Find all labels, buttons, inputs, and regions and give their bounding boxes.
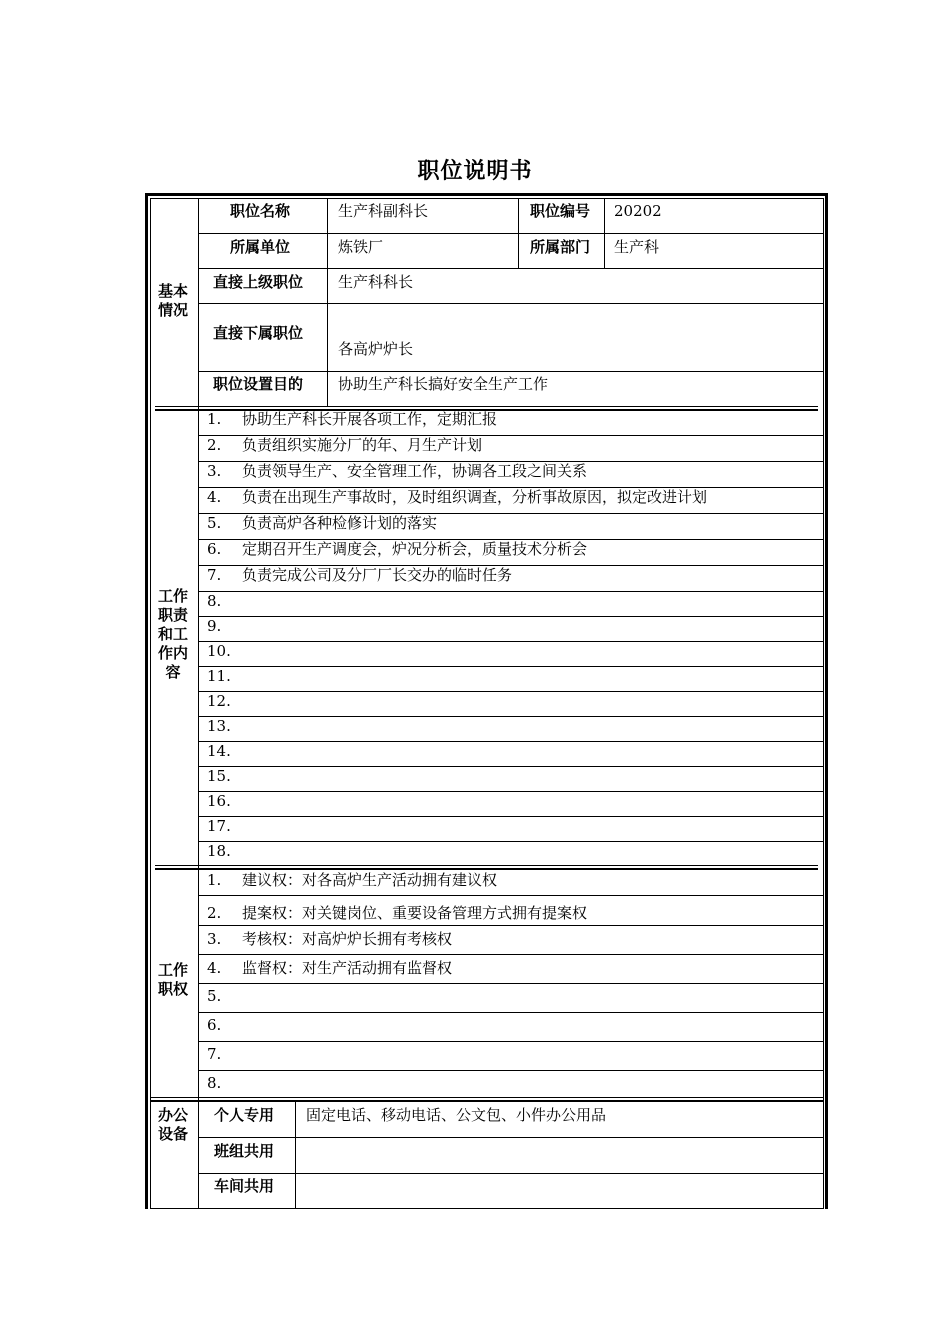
duty-row — [207, 514, 437, 532]
unit-label: 所属单位 — [230, 238, 291, 256]
duty-row — [207, 462, 587, 480]
duty-text: 负责领导生产、安全管理工作，协调各工段之间关系 — [242, 462, 588, 480]
duty-text: 负责组织实施分厂的年、月生产计划 — [242, 436, 483, 454]
subordinate-label: 直接下属职位 — [213, 324, 304, 342]
grid-line — [198, 268, 823, 269]
duty-row-line — [198, 616, 823, 617]
authority-row — [207, 930, 452, 948]
duty-row — [207, 540, 587, 558]
duty-row — [207, 792, 242, 810]
frame-right — [825, 193, 828, 1209]
position-code-label: 职位编号 — [530, 202, 591, 220]
authority-row-line — [198, 1012, 823, 1013]
authority-row-line — [198, 1041, 823, 1042]
authority-row — [207, 904, 587, 922]
duty-row-line — [198, 841, 823, 842]
duty-number: 4. — [207, 488, 222, 506]
duty-row-line — [198, 766, 823, 767]
authority-row-line — [198, 1070, 823, 1071]
equipment-label: 个人专用 — [214, 1106, 275, 1124]
duty-row — [207, 717, 242, 735]
duty-number: 15. — [207, 767, 231, 785]
authority-row — [207, 871, 497, 889]
duty-number: 2. — [207, 436, 222, 454]
authority-number: 6. — [207, 1016, 222, 1034]
position-name-label: 职位名称 — [230, 202, 291, 220]
duty-row — [207, 488, 707, 506]
subordinate-value: 各高炉炉长 — [338, 340, 414, 358]
duty-row-line — [198, 716, 823, 717]
duty-text: 定期召开生产调度会，炉况分析会，质量技术分析会 — [242, 540, 588, 558]
frame-left — [145, 193, 148, 1209]
duty-row — [207, 592, 242, 610]
authority-row-line — [198, 954, 823, 955]
duty-text: 协助生产科长开展各项工作，定期汇报 — [242, 410, 498, 428]
category-column-line — [198, 198, 199, 1209]
duty-number: 10. — [207, 642, 231, 660]
equipment-row-line — [198, 1137, 823, 1138]
equipment-category — [150, 1106, 196, 1144]
duty-number: 17. — [207, 817, 231, 835]
equipment-column-line — [295, 1101, 296, 1209]
duty-row-line — [198, 741, 823, 742]
grid-line — [150, 1097, 823, 1098]
authority-number: 5. — [207, 987, 222, 1005]
inner-left-line — [150, 198, 151, 1209]
duty-row-line — [198, 816, 823, 817]
duty-text: 负责高炉各种检修计划的落实 — [242, 514, 438, 532]
duty-row — [207, 692, 242, 710]
grid-line — [155, 406, 818, 407]
duty-row — [207, 742, 242, 760]
grid-line — [327, 198, 328, 406]
authority-category — [150, 961, 196, 999]
authority-row-line — [198, 895, 823, 896]
equipment-row-line — [198, 1173, 823, 1174]
authority-text: 监督权：对生产活动拥有监督权 — [242, 959, 453, 977]
section-divider — [150, 1100, 823, 1102]
authority-row-line — [198, 925, 823, 926]
authority-number: 3. — [207, 930, 222, 948]
duty-number: 6. — [207, 540, 222, 558]
category-label: 基本情况 — [157, 282, 188, 319]
duty-row — [207, 410, 497, 428]
duty-number: 8. — [207, 592, 222, 610]
duty-number: 1. — [207, 410, 222, 428]
duty-number: 7. — [207, 566, 222, 584]
superior-value: 生产科科长 — [338, 273, 414, 291]
grid-line — [604, 198, 605, 268]
duty-row — [207, 817, 242, 835]
inner-right-line — [823, 198, 824, 1209]
grid-line — [198, 371, 823, 372]
position-name-value: 生产科副科长 — [338, 202, 429, 220]
department-label: 所属部门 — [530, 238, 591, 256]
grid-line — [198, 303, 823, 304]
duty-text: 负责在出现生产事故时，及时组织调查，分析事故原因，拟定改进计划 — [242, 488, 708, 506]
authority-text: 提案权：对关键岗位、重要设备管理方式拥有提案权 — [242, 904, 588, 922]
bottom-line — [150, 1208, 823, 1209]
duty-row — [207, 617, 242, 635]
superior-label: 直接上级职位 — [213, 273, 304, 291]
authority-number: 1. — [207, 871, 222, 889]
duty-row — [207, 667, 242, 685]
duty-number: 14. — [207, 742, 231, 760]
category-label: 工作职责和工作内容 — [157, 587, 188, 681]
duty-row-line — [198, 691, 823, 692]
duty-number: 16. — [207, 792, 231, 810]
authority-number: 4. — [207, 959, 222, 977]
equipment-value: 固定电话、移动电话、公文包、小件办公用品 — [306, 1106, 607, 1124]
authority-row — [207, 1016, 242, 1034]
authority-number: 8. — [207, 1074, 222, 1092]
duty-row — [207, 642, 242, 660]
duty-row — [207, 767, 242, 785]
duty-number: 9. — [207, 617, 222, 635]
authority-text: 建议权：对各高炉生产活动拥有建议权 — [242, 871, 498, 889]
duty-row — [207, 436, 482, 454]
section-divider — [155, 868, 818, 870]
department-value: 生产科 — [614, 238, 660, 256]
duty-number: 18. — [207, 842, 231, 860]
category-label: 工作职权 — [157, 961, 188, 998]
basic-info-category — [150, 282, 196, 320]
duty-row-line — [198, 641, 823, 642]
grid-line — [155, 865, 818, 866]
authority-number: 7. — [207, 1045, 222, 1063]
duty-text: 负责完成公司及分厂厂长交办的临时任务 — [242, 566, 513, 584]
frame-top — [145, 193, 828, 196]
duty-row — [207, 842, 242, 860]
duty-number: 11. — [207, 667, 231, 685]
document-title: 职位说明书 — [417, 159, 533, 184]
purpose-label: 职位设置目的 — [213, 375, 304, 393]
authority-number: 2. — [207, 904, 222, 922]
duty-number: 5. — [207, 514, 222, 532]
authority-row — [207, 1045, 242, 1063]
duty-row-line — [198, 591, 823, 592]
duty-row — [207, 566, 512, 584]
category-label: 办公设备 — [157, 1106, 188, 1143]
grid-line — [198, 233, 823, 234]
duty-number: 3. — [207, 462, 222, 480]
unit-value: 炼铁厂 — [338, 238, 384, 256]
grid-line — [518, 198, 519, 268]
position-code-value: 20202 — [614, 202, 662, 220]
duties-category — [150, 587, 196, 682]
authority-row — [207, 959, 452, 977]
inner-top-line — [150, 198, 823, 199]
duty-row-line — [198, 791, 823, 792]
authority-row — [207, 1074, 242, 1092]
equipment-label: 车间共用 — [214, 1177, 275, 1195]
purpose-value: 协助生产科长搞好安全生产工作 — [338, 375, 549, 393]
authority-row — [207, 987, 242, 1005]
authority-row-line — [198, 983, 823, 984]
duty-number: 12. — [207, 692, 231, 710]
authority-text: 考核权：对高炉炉长拥有考核权 — [242, 930, 453, 948]
equipment-label: 班组共用 — [214, 1142, 275, 1160]
duty-number: 13. — [207, 717, 231, 735]
duty-row-line — [198, 666, 823, 667]
